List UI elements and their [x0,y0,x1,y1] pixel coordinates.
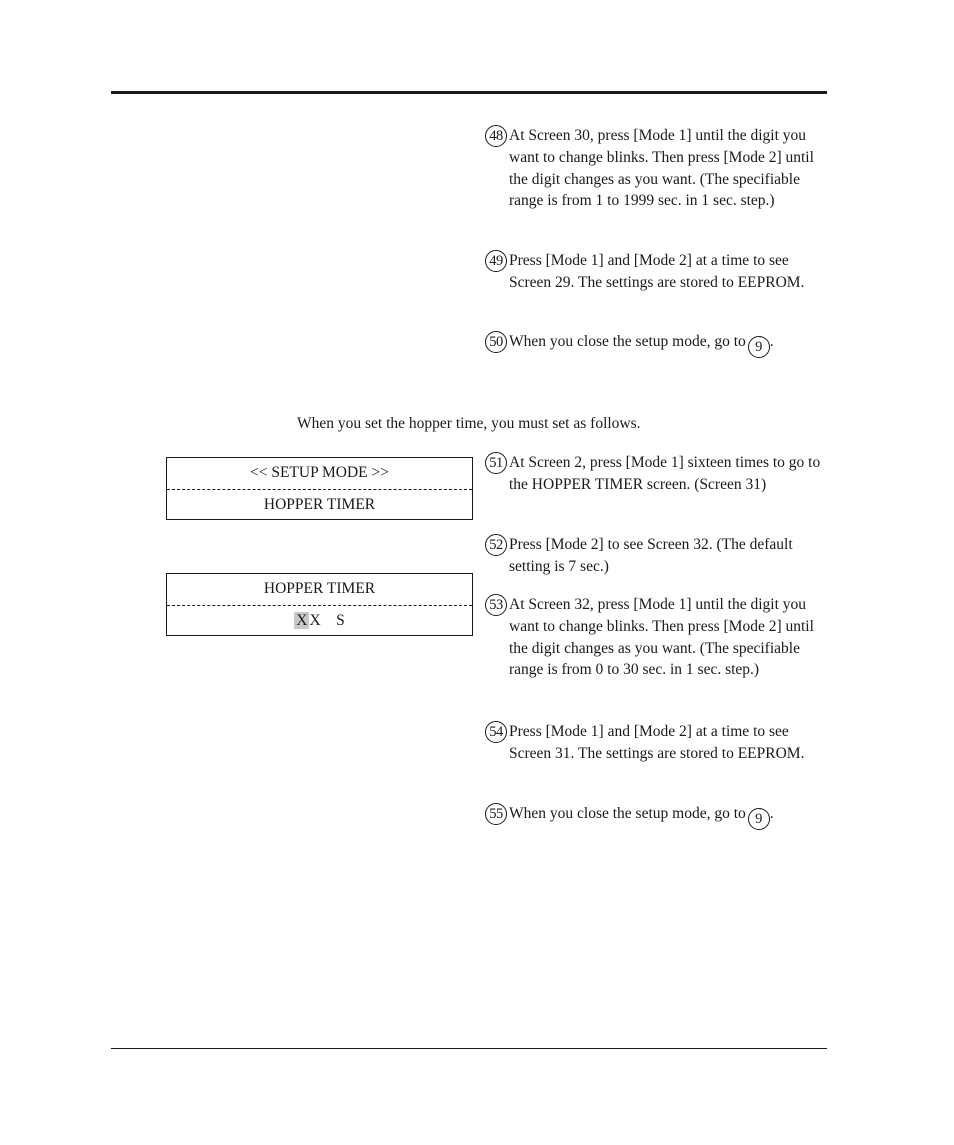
section-intro: When you set the hopper time, you must set as follows. [297,415,641,432]
lcd-line-2 [167,606,472,637]
lcd-line-1: HOPPER TIMER [167,574,472,606]
blinking-digit-cursor: X [296,612,308,629]
step-text: At Screen 2, press [Mode 1] sixteen times to go to the HOPPER TIMER screen. (Screen 31) [509,454,821,493]
lcd-unit: S [336,612,345,629]
step-reference-badge: 9 [748,336,770,358]
step-number-badge: 52 [485,534,507,556]
step-51 [485,452,830,496]
lcd-screen-32 [166,573,473,636]
step-reference-badge: 9 [748,808,770,830]
step-48 [485,125,830,212]
step-text: Press [Mode 1] and [Mode 2] at a time to see Screen 31. The settings are stored to EEPROM. [509,723,805,762]
step-text: Press [Mode 2] to see Screen 32. (The default setting is 7 sec.) [509,536,793,575]
step-number-badge: 53 [485,594,507,616]
footer-rule [111,1048,827,1049]
step-number-badge: 55 [485,803,507,825]
step-text: At Screen 32, press [Mode 1] until the digit you want to change blinks. Then press [Mode 2] until the digit changes as you want. (The specifiable range is from 0 to 30 sec. in 1 sec. step.) [509,596,814,679]
step-text: When you close the setup mode, go to [509,805,746,822]
step-number-badge: 48 [485,125,507,147]
step-text: When you close the setup mode, go to [509,333,746,350]
step-text: Press [Mode 1] and [Mode 2] at a time to see Screen 29. The settings are stored to EEPROM. [509,252,805,291]
step-number-badge: 51 [485,452,507,474]
step-54 [485,721,830,765]
step-text: At Screen 30, press [Mode 1] until the digit you want to change blinks. Then press [Mode 2] until the digit changes as you want. (The specifiable range is from 1 to 1999 sec. in 1 sec. step.) [509,127,814,210]
step-49 [485,250,830,294]
step-number-badge: 50 [485,331,507,353]
lcd-line-2: HOPPER TIMER [263,496,376,513]
lcd-digit: X [309,612,321,629]
step-50: 50 When you close the setup mode, go to 9 . [485,331,830,358]
step-52 [485,534,830,578]
lcd-screen-31 [166,457,473,520]
step-53 [485,594,830,681]
header-rule [111,91,827,94]
lcd-line-1: << SETUP MODE >> [167,458,472,490]
step-55: 55 When you close the setup mode, go to 9 . [485,803,830,830]
step-number-badge: 54 [485,721,507,743]
step-number-badge: 49 [485,250,507,272]
